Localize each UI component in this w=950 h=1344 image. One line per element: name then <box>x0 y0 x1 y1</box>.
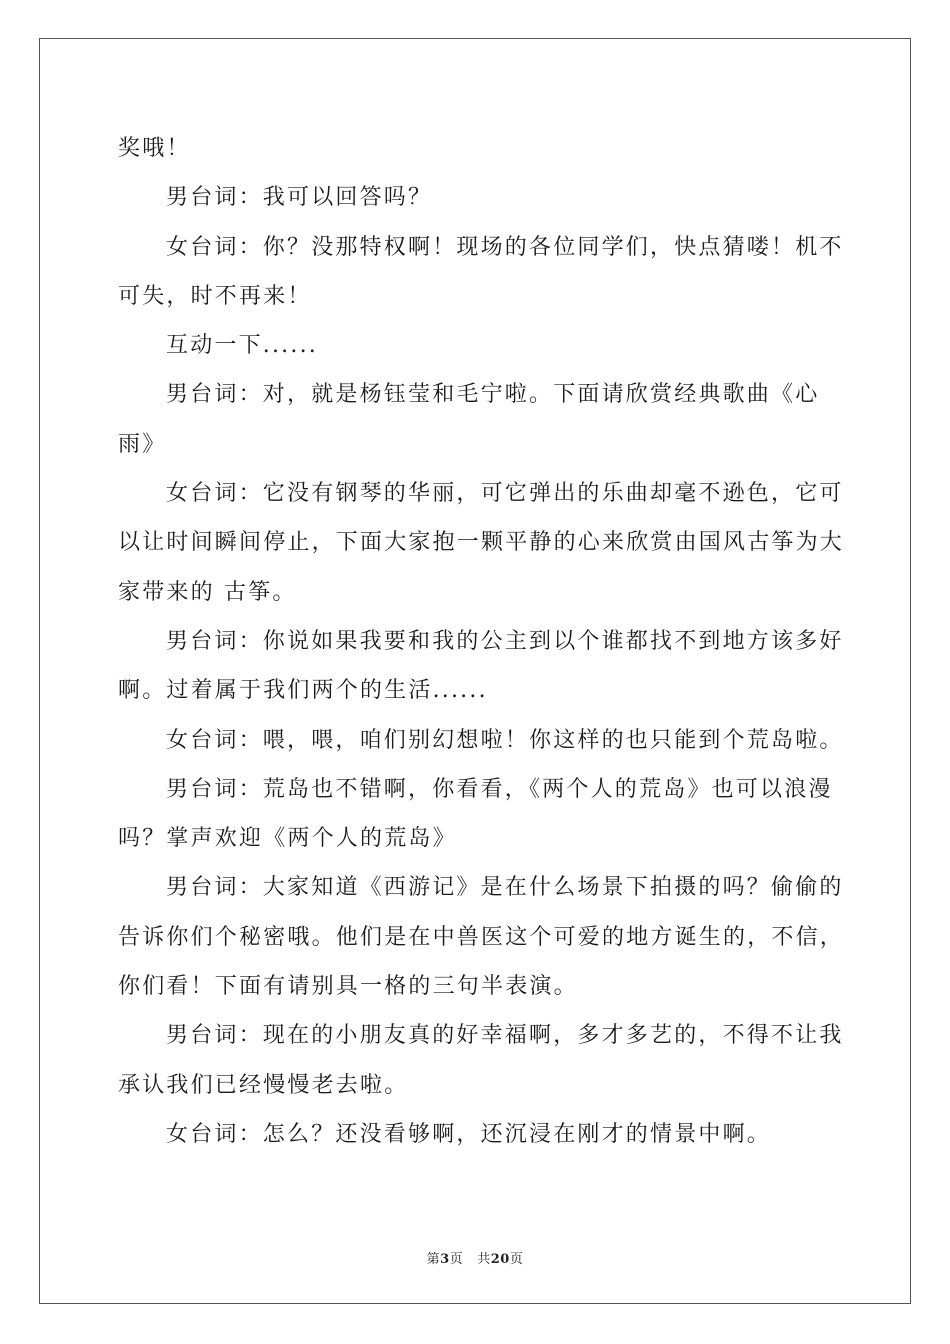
total-suffix: 页 <box>509 1252 524 1267</box>
text-line: 可失，时不再来！ <box>118 283 312 309</box>
text-line: 互动一下...... <box>166 333 318 359</box>
text-line: 女台词：怎么？还没看够啊，还沉浸在刚才的情景中啊。 <box>166 1121 772 1147</box>
text-line: 男台词：荒岛也不错啊，你看看，《两个人的荒岛》也可以浪漫 <box>166 776 833 802</box>
text-line: 你们看！下面有请别具一格的三句半表演。 <box>118 974 578 1000</box>
text-line: 家带来的 古筝。 <box>118 579 297 605</box>
page-number: 3 <box>440 1252 450 1267</box>
text-line: 雨》 <box>118 431 167 457</box>
text-line: 以让时间瞬间停止，下面大家抱一颗平静的心来欣赏由国风古筝为大 <box>118 530 845 556</box>
text-line: 告诉你们个秘密哦。他们是在中兽医这个可爱的地方诞生的，不信， <box>118 924 845 950</box>
text-line: 男台词：我可以回答吗？ <box>166 185 433 211</box>
text-line: 男台词：对，就是杨钰莹和毛宁啦。下面请欣赏经典歌曲《心 <box>166 382 820 408</box>
text-line: 男台词：大家知道《西游记》是在什么场景下拍摄的吗？偷偷的 <box>166 875 844 901</box>
document-body <box>118 124 845 1159</box>
text-line: 吗？掌声欢迎《两个人的荒岛》 <box>118 826 457 852</box>
text-line: 男台词：你说如果我要和我的公主到以个谁都找不到地方该多好 <box>166 628 844 654</box>
text-line: 奖哦！ <box>118 136 191 161</box>
page-suffix: 页 <box>449 1252 464 1267</box>
total-pages: 20 <box>490 1252 510 1267</box>
page-footer <box>0 1248 950 1267</box>
text-line: 女台词：它没有钢琴的华丽，可它弹出的乐曲却毫不逊色，它可 <box>166 481 844 507</box>
text-line: 女台词：你？没那特权啊！现场的各位同学们，快点猜喽！机不 <box>166 234 844 260</box>
text-line: 男台词：现在的小朋友真的好幸福啊，多才多艺的，不得不让我 <box>166 1023 844 1049</box>
text-line: 承认我们已经慢慢老去啦。 <box>118 1072 409 1098</box>
text-line: 女台词：喂，喂，咱们别幻想啦！你这样的也只能到个荒岛啦。 <box>166 727 844 753</box>
total-prefix: 共 <box>477 1252 491 1267</box>
page-prefix: 第 <box>426 1252 441 1267</box>
text-line: 啊。过着属于我们两个的生活...... <box>118 678 488 704</box>
